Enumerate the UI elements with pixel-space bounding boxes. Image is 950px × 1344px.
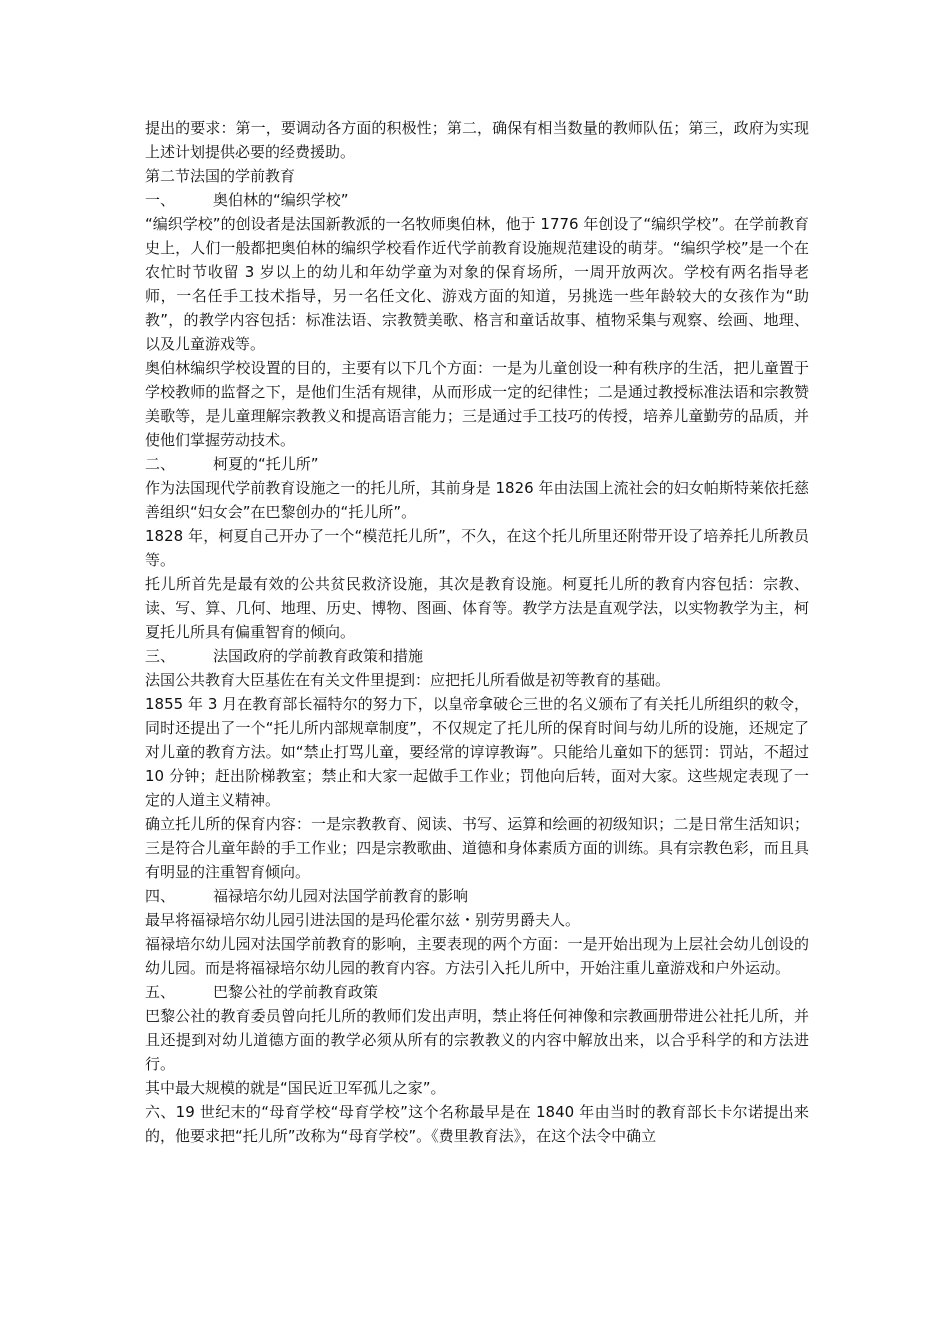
heading-text: 法国政府的学前教育政策和措施 bbox=[213, 647, 424, 665]
section-title: 第二节法国的学前教育 bbox=[145, 167, 296, 185]
intro-paragraph: 提出的要求：第一，要调动各方面的积极性；第二，确保有相当数量的教师队伍；第三，政府为实现上述计划提供必要的经费援助。 bbox=[145, 119, 809, 161]
paragraph: 1855 年 3 月在教育部长福特尔的努力下，以皇帝拿破仑三世的名义颁布了有关托儿所组织的敕令，同时还提出了一个“托儿所内部规章制度”，不仅规定了托儿所的保育时间与幼儿所的设施，还规定了对儿童的教育方法。如“禁止打骂儿童，要经常的谆谆教诲”。只能给儿童如下的惩罚：罚站，不超过 10 分钟；赶出阶梯教室；禁止和大家一起做手工作业；罚他向后转，面对大家。这些规定表现了一定的人道主义精神。 bbox=[145, 695, 809, 809]
heading-number: 一、 bbox=[145, 191, 176, 209]
heading-text: 柯夏的“托儿所” bbox=[213, 455, 319, 473]
paragraph: 托儿所首先是最有效的公共贫民救济设施，其次是教育设施。柯夏托儿所的教育内容包括：宗教、读、写、算、几何、地理、历史、博物、图画、体育等。教学方法是直观学法，以实物教学为主，柯夏托儿所具有偏重智育的倾向。 bbox=[145, 575, 809, 641]
heading-number: 二、 bbox=[145, 455, 176, 473]
paragraph: 1828 年，柯夏自己开办了一个“模范托儿所”，不久，在这个托儿所里还附带开设了培养托儿所教员等。 bbox=[145, 527, 809, 569]
heading-text: 巴黎公社的学前教育政策 bbox=[213, 983, 379, 1001]
paragraph: 作为法国现代学前教育设施之一的托儿所，其前身是 1826 年由法国上流社会的妇女帕斯特莱依托慈善组织“妇女会”在巴黎创办的“托儿所”。 bbox=[145, 479, 809, 521]
heading-government-policy bbox=[145, 644, 809, 668]
paragraph: 福禄培尔幼儿园对法国学前教育的影响，主要表现的两个方面：一是开始出现为上层社会幼儿创设的幼儿园。而是将福禄培尔幼儿园的教育内容。方法引入托儿所中，开始注重儿童游戏和户外运动。 bbox=[145, 935, 809, 977]
paragraph: 巴黎公社的教育委员曾向托儿所的教师们发出声明，禁止将任何神像和宗教画册带进公社托儿所，并且还提到对幼儿道德方面的教学必须从所有的宗教教义的内容中解放出来，以合乎科学的和方法进行。 bbox=[145, 1007, 809, 1073]
heading-text: 奥伯林的“编织学校” bbox=[213, 191, 349, 209]
paragraph-ecole-maternelle: 六、19 世纪末的“母育学校“母育学校”这个名称最早是在 1840 年由当时的教育部长卡尔诺提出来的，他要求把“托儿所”改称为“母育学校”。《费里教育法》，在这个法令中确立 bbox=[145, 1103, 809, 1145]
paragraph: 确立托儿所的保育内容：一是宗教教育、阅读、书写、运算和绘画的初级知识；二是日常生活知识；三是符合儿童年龄的手工作业；四是宗教歌曲、道德和身体素质方面的训练。具有宗教色彩，而且具有明显的注重智育倾向。 bbox=[145, 815, 809, 881]
paragraph: 其中最大规模的就是“国民近卫军孤儿之家”。 bbox=[145, 1079, 446, 1097]
heading-number: 四、 bbox=[145, 887, 176, 905]
heading-paris-commune bbox=[145, 980, 809, 1004]
paragraph: 法国公共教育大臣基佐在有关文件里提到：应把托儿所看做是初等教育的基础。 bbox=[145, 671, 671, 689]
paragraph: “编织学校”的创设者是法国新教派的一名牧师奥伯林，他于 1776 年创设了“编织学校”。在学前教育史上，人们一般都把奥伯林的编织学校看作近代学前教育设施规范建设的萌芽。“编织学校”是一个在农忙时节收留 3 岁以上的幼儿和年幼学童为对象的保育场所，一周开放两次。学校有两名指导老师，一名任手工技术指导，另一名任文化、游戏方面的知道，另挑选一些年龄较大的女孩作为“助教”，的教学内容包括：标准法语、宗教赞美歌、格言和童话故事、植物采集与观察、绘画、地理、以及儿童游戏等。 bbox=[145, 215, 809, 353]
paragraph: 奥伯林编织学校设置的目的，主要有以下几个方面：一是为儿童创设一种有秩序的生活，把儿童置于学校教师的监督之下，是他们生活有规律，从而形成一定的纪律性；二是通过教授标准法语和宗教赞美歌等，是儿童理解宗教教义和提高语言能力；三是通过手工技巧的传授，培养儿童勤劳的品质，并使他们掌握劳动技术。 bbox=[145, 359, 809, 449]
heading-froebel-influence bbox=[145, 884, 809, 908]
heading-number: 五、 bbox=[145, 983, 176, 1001]
heading-number: 三、 bbox=[145, 647, 176, 665]
heading-oberlin bbox=[145, 188, 809, 212]
paragraph: 最早将福禄培尔幼儿园引进法国的是玛伦霍尔兹・别劳男爵夫人。 bbox=[145, 911, 581, 929]
heading-text: 福禄培尔幼儿园对法国学前教育的影响 bbox=[213, 887, 469, 905]
document-page bbox=[145, 116, 809, 1148]
heading-cochin bbox=[145, 452, 809, 476]
